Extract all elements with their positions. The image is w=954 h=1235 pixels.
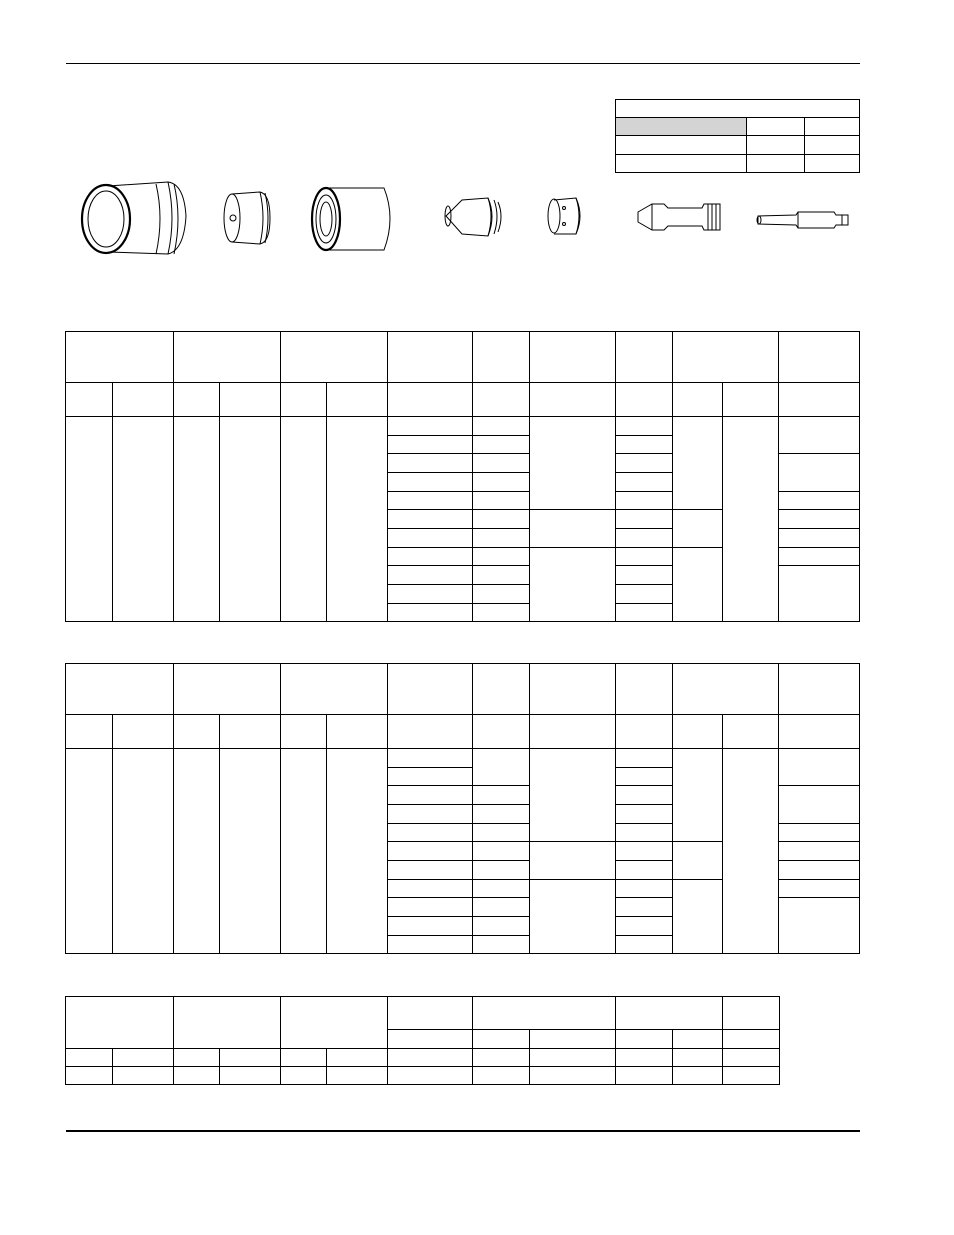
swirl-ring-icon bbox=[544, 194, 594, 254]
reference-table bbox=[615, 99, 860, 173]
consumables-table-3 bbox=[65, 996, 781, 1086]
consumables-table-1 bbox=[65, 331, 861, 623]
consumable-parts-row bbox=[70, 170, 860, 270]
footer-rule bbox=[66, 1130, 860, 1132]
electrode-icon bbox=[632, 200, 732, 250]
retaining-cap-icon bbox=[304, 184, 404, 264]
header-rule bbox=[66, 63, 860, 64]
nozzle-icon bbox=[440, 192, 510, 252]
shield-icon bbox=[220, 186, 280, 256]
reference-table-grid bbox=[615, 99, 860, 173]
consumables-table-2 bbox=[65, 663, 861, 955]
shield-cap-icon bbox=[78, 176, 198, 266]
water-tube-icon bbox=[756, 210, 856, 240]
